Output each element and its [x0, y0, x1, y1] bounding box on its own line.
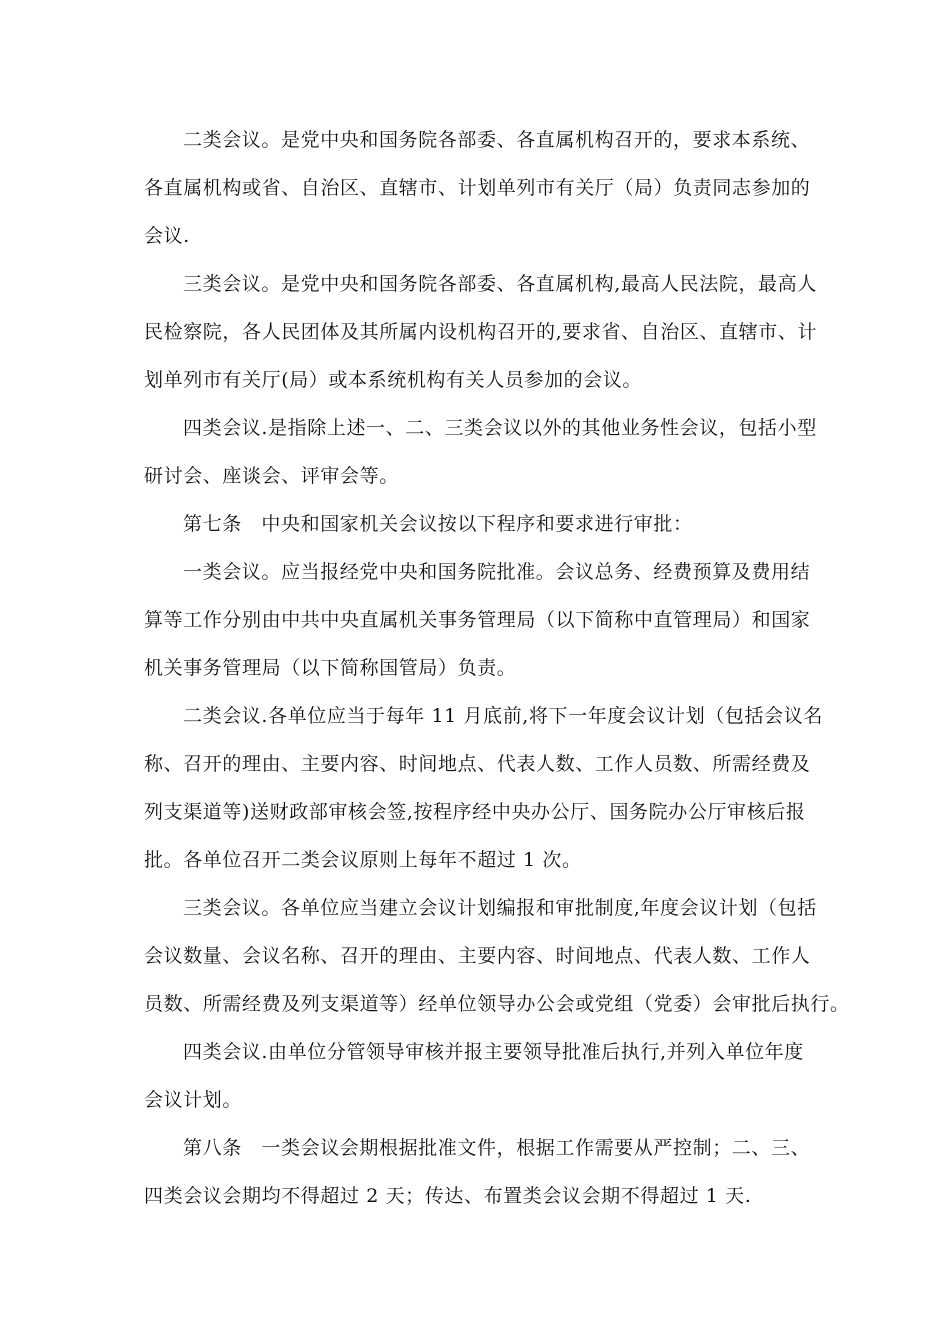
paragraph-approval-class-one-line-3: 机关事务管理局（以下简称国管局）负责。: [144, 657, 517, 679]
article-eight-line-2: 四类会议会期均不得超过 2 天；传达、布置类会议会期不得超过 1 天.: [144, 1185, 752, 1207]
paragraph-approval-class-three-line-1: 三类会议。各单位应当建立会议计划编报和审批制度,年度会议计划（包括: [183, 897, 817, 919]
paragraph-class-three-line-2: 民检察院，各人民团体及其所属内设机构召开的,要求省、自治区、直辖市、计: [144, 321, 818, 343]
paragraph-approval-class-two-line-2: 称、召开的理由、主要内容、时间地点、代表人数、工作人员数、所需经费及: [144, 753, 811, 775]
paragraph-approval-class-one-line-2: 算等工作分别由中共中央直属机关事务管理局（以下简称中直管理局）和国家: [144, 609, 811, 631]
paragraph-class-three-line-1: 三类会议。是党中央和国务院各部委、各直属机构,最高人民法院，最高人: [183, 273, 817, 295]
paragraph-approval-class-four-line-2: 会议计划。: [144, 1089, 243, 1111]
paragraph-approval-class-three-line-3: 员数、所需经费及列支渠道等）经单位领导办公会或党组（党委）会审批后执行。: [144, 993, 850, 1015]
paragraph-class-two-line-3: 会议.: [144, 225, 190, 247]
paragraph-class-two-line-2: 各直属机构或省、自治区、直辖市、计划单列市有关厅（局）负责同志参加的: [144, 177, 811, 199]
paragraph-approval-class-one-line-1: 一类会议。应当报经党中央和国务院批准。会议总务、经费预算及费用结: [183, 561, 811, 583]
paragraph-approval-class-two-line-1: 二类会议.各单位应当于每年 11 月底前,将下一年度会议计划（包括会议名: [183, 705, 823, 727]
article-seven-heading: 第七条 中央和国家机关会议按以下程序和要求进行审批：: [183, 513, 693, 535]
paragraph-class-four-line-1: 四类会议.是指除上述一、二、三类会议以外的其他业务性会议，包括小型: [183, 417, 817, 439]
paragraph-approval-class-two-line-3: 列支渠道等)送财政部审核会签,按程序经中央办公厅、国务院办公厅审核后报: [144, 801, 806, 823]
paragraph-class-three-line-3: 划单列市有关厅(局）或本系统机构有关人员参加的会议。: [144, 369, 643, 391]
paragraph-approval-class-three-line-2: 会议数量、会议名称、召开的理由、主要内容、时间地点、代表人数、工作人: [144, 945, 811, 967]
article-eight-line-1: 第八条 一类会议会期根据批准文件，根据工作需要从严控制；二、三、: [183, 1137, 811, 1159]
paragraph-class-two-line-1: 二类会议。是党中央和国务院各部委、各直属机构召开的，要求本系统、: [183, 129, 811, 151]
paragraph-class-four-line-2: 研讨会、座谈会、评审会等。: [144, 465, 399, 487]
paragraph-approval-class-four-line-1: 四类会议.由单位分管领导审核并报主要领导批准后执行,并列入单位年度: [183, 1041, 804, 1063]
paragraph-approval-class-two-line-4: 批。各单位召开二类会议原则上每年不超过 1 次。: [144, 849, 582, 871]
